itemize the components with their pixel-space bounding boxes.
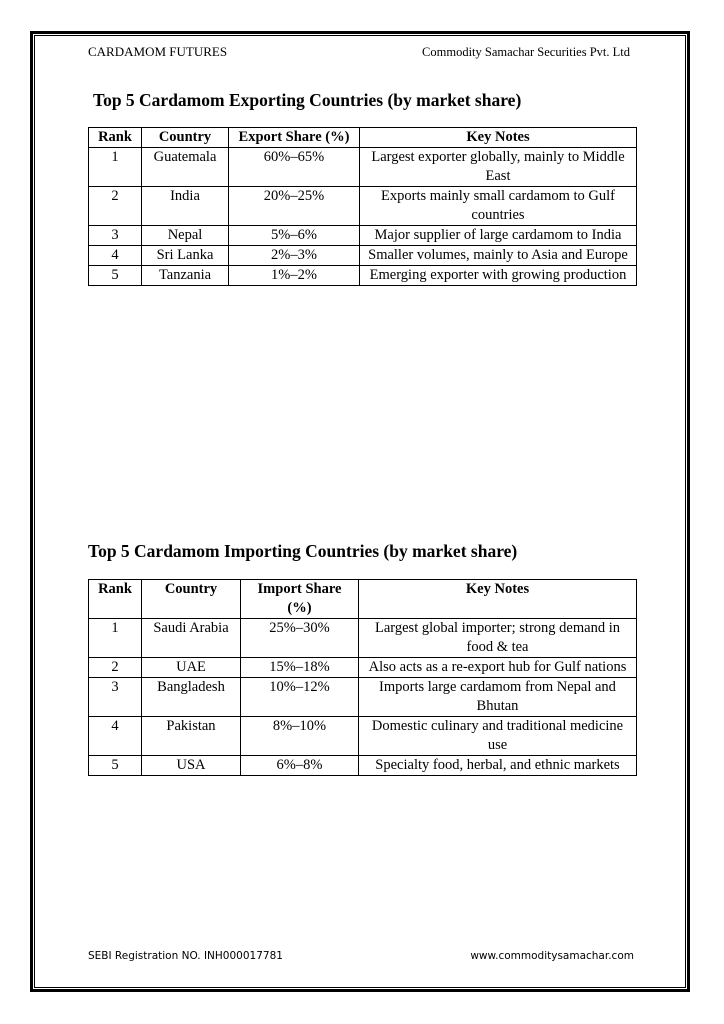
- import-table-title: Top 5 Cardamom Importing Countries (by market share): [88, 541, 518, 561]
- share-cell: 6%–8%: [241, 756, 359, 776]
- country-cell: India: [142, 187, 229, 226]
- rank-cell: 2: [89, 658, 142, 678]
- table-header-row: [89, 128, 637, 148]
- share-cell: 25%–30%: [241, 619, 359, 658]
- table-header-row: [89, 580, 637, 619]
- import-table: [88, 579, 637, 776]
- rank-cell: 4: [89, 717, 142, 756]
- country-cell: UAE: [142, 658, 241, 678]
- notes-cell: Specialty food, herbal, and ethnic markets: [359, 756, 637, 776]
- notes-cell: Exports mainly small cardamom to Gulf countries: [360, 187, 637, 226]
- column-header-import-share: Import Share (%): [241, 580, 359, 619]
- export-table: [88, 127, 637, 286]
- notes-cell: Imports large cardamom from Nepal and Bhutan: [359, 678, 637, 717]
- rank-cell: 4: [89, 246, 142, 266]
- table-row: [89, 717, 637, 756]
- country-cell: Saudi Arabia: [142, 619, 241, 658]
- rank-cell: 3: [89, 678, 142, 717]
- notes-cell: Smaller volumes, mainly to Asia and Europe: [360, 246, 637, 266]
- rank-cell: 1: [89, 619, 142, 658]
- country-cell: Pakistan: [142, 717, 241, 756]
- country-cell: Nepal: [142, 226, 229, 246]
- share-cell: 10%–12%: [241, 678, 359, 717]
- table-row: [89, 756, 637, 776]
- export-table-title: Top 5 Cardamom Exporting Countries (by market share): [93, 90, 522, 110]
- notes-cell: Emerging exporter with growing production: [360, 266, 637, 286]
- share-cell: 60%–65%: [229, 148, 360, 187]
- notes-cell: Largest global importer; strong demand in food & tea: [359, 619, 637, 658]
- table-row: [89, 148, 637, 187]
- table-row: [89, 619, 637, 658]
- country-cell: Bangladesh: [142, 678, 241, 717]
- share-cell: 1%–2%: [229, 266, 360, 286]
- table-row: [89, 246, 637, 266]
- country-cell: Tanzania: [142, 266, 229, 286]
- table-row: [89, 658, 637, 678]
- column-header-key-notes: Key Notes: [360, 128, 637, 148]
- rank-cell: 5: [89, 266, 142, 286]
- notes-cell: Largest exporter globally, mainly to Middle East: [360, 148, 637, 187]
- notes-cell: Major supplier of large cardamom to India: [360, 226, 637, 246]
- country-cell: USA: [142, 756, 241, 776]
- notes-cell: Also acts as a re-export hub for Gulf nations: [359, 658, 637, 678]
- table-row: [89, 226, 637, 246]
- footer-website: www.commoditysamachar.com: [470, 950, 634, 962]
- share-cell: 5%–6%: [229, 226, 360, 246]
- table-row: [89, 187, 637, 226]
- column-header-export-share: Export Share (%): [229, 128, 360, 148]
- rank-cell: 3: [89, 226, 142, 246]
- share-cell: 15%–18%: [241, 658, 359, 678]
- table-row: [89, 266, 637, 286]
- rank-cell: 2: [89, 187, 142, 226]
- column-header-country: Country: [142, 580, 241, 619]
- country-cell: Sri Lanka: [142, 246, 229, 266]
- header-right-text: Commodity Samachar Securities Pvt. Ltd: [422, 45, 630, 59]
- footer-registration: SEBI Registration NO. INH000017781: [88, 950, 283, 962]
- column-header-rank: Rank: [89, 580, 142, 619]
- notes-cell: Domestic culinary and traditional medicine use: [359, 717, 637, 756]
- country-cell: Guatemala: [142, 148, 229, 187]
- rank-cell: 5: [89, 756, 142, 776]
- table-row: [89, 678, 637, 717]
- rank-cell: 1: [89, 148, 142, 187]
- column-header-key-notes: Key Notes: [359, 580, 637, 619]
- share-cell: 20%–25%: [229, 187, 360, 226]
- header-left-text: CARDAMOM FUTURES: [88, 44, 228, 59]
- share-cell: 8%–10%: [241, 717, 359, 756]
- share-cell: 2%–3%: [229, 246, 360, 266]
- column-header-country: Country: [142, 128, 229, 148]
- column-header-rank: Rank: [89, 128, 142, 148]
